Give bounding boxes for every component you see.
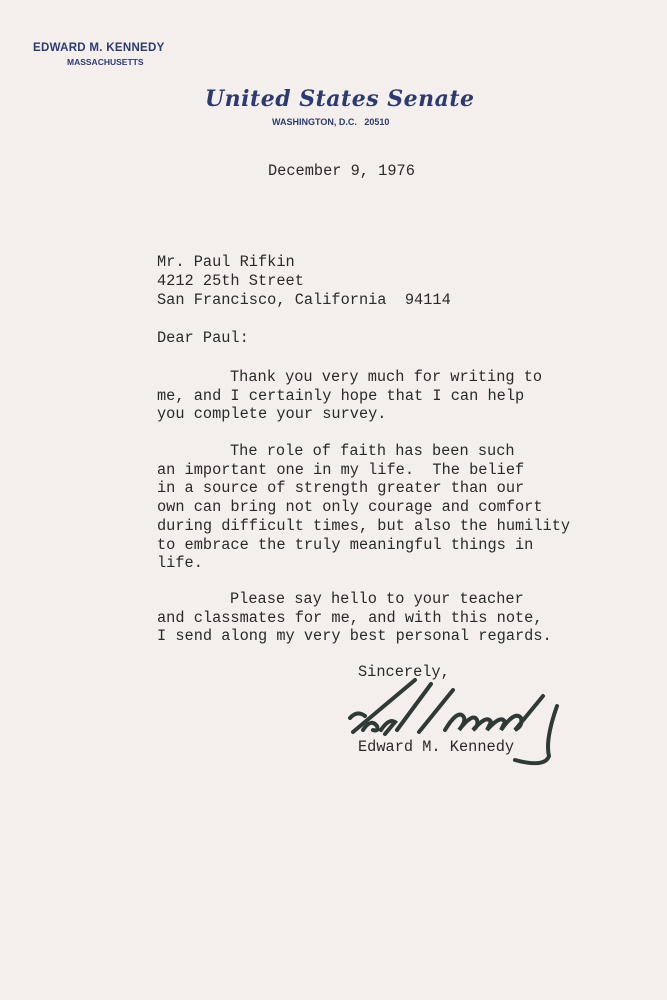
- body-line: you complete your survey.: [157, 405, 387, 423]
- body-line: I send along my very best personal regards.: [157, 627, 552, 645]
- sender-state: MASSACHUSETTS: [67, 57, 144, 67]
- body-line: Thank you very much for writing to: [230, 368, 543, 386]
- institution-location: WASHINGTON, D.C. 20510: [272, 117, 390, 127]
- body-line: in a source of strength greater than our: [157, 479, 525, 497]
- recipient-line: 4212 25th Street: [157, 272, 304, 290]
- body-line: to embrace the truly meaningful things in: [157, 536, 534, 554]
- recipient-line: San Francisco, California 94114: [157, 291, 451, 309]
- signer-name: Edward M. Kennedy: [358, 738, 515, 756]
- body-line: own can bring not only courage and comfort: [157, 498, 543, 516]
- body-line: during difficult times, but also the humility: [157, 517, 571, 535]
- body-line: Please say hello to your teacher: [230, 590, 524, 608]
- body-line: life.: [157, 554, 203, 572]
- body-line: an important one in my life. The belief: [157, 461, 525, 479]
- sender-name: EDWARD M. KENNEDY: [33, 42, 165, 54]
- closing: Sincerely,: [358, 663, 450, 681]
- body-line: me, and I certainly hope that I can help: [157, 387, 525, 405]
- salutation: Dear Paul:: [157, 329, 249, 347]
- letter-date: December 9, 1976: [268, 162, 415, 180]
- institution-title: United States Senate: [205, 86, 475, 112]
- body-line: The role of faith has been such: [230, 442, 515, 460]
- recipient-line: Mr. Paul Rifkin: [157, 253, 295, 271]
- body-line: and classmates for me, and with this note,: [157, 609, 543, 627]
